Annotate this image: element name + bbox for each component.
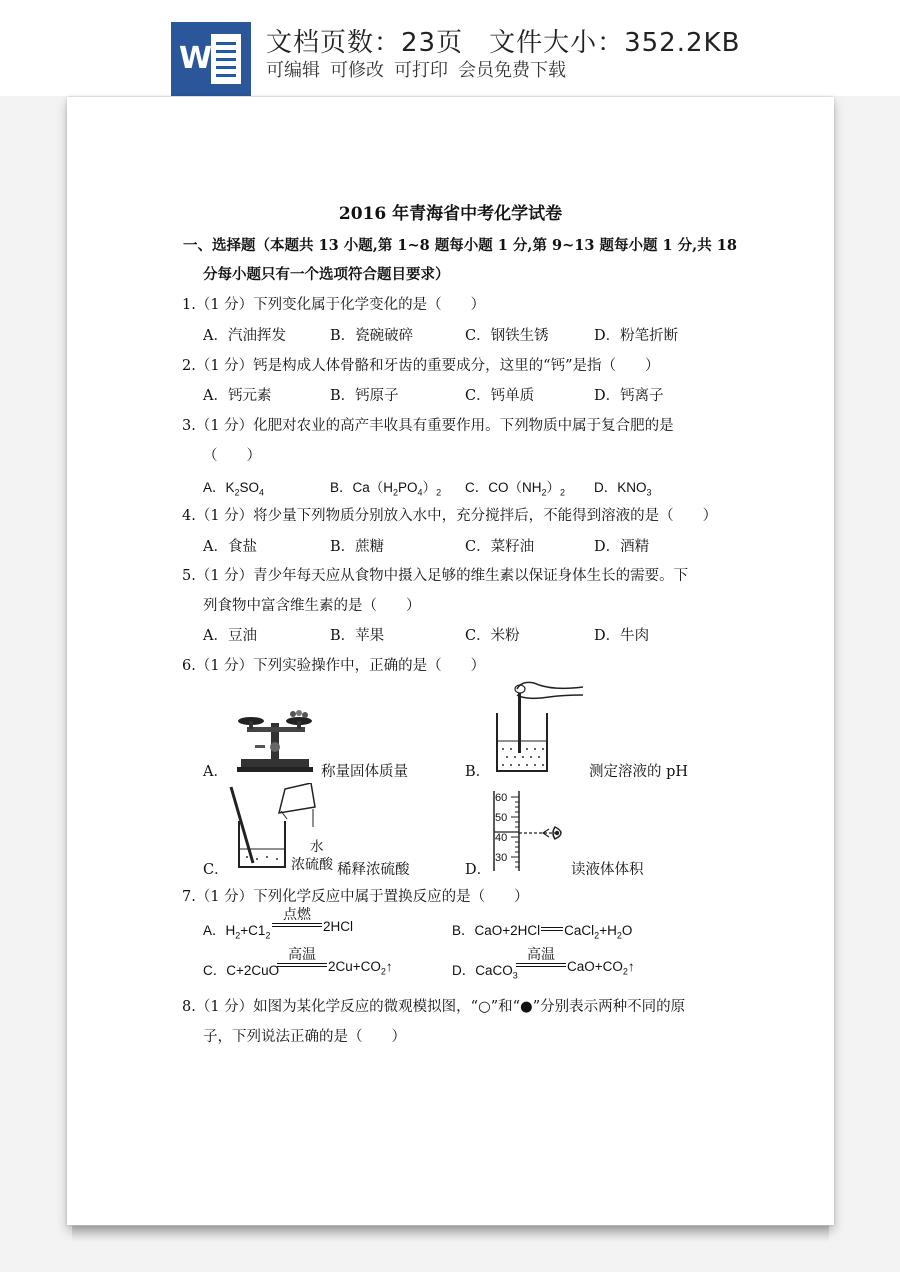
balance-scale-image <box>235 709 317 773</box>
logo-letter: W <box>179 41 213 76</box>
ph-test-image <box>487 679 587 777</box>
q3-option-c: C．$CO(NH_2)_2$ <box>465 480 566 498</box>
q5-option-d: D．牛肉 <box>594 628 650 644</box>
q6-option-b-caption: 测定溶液的 pH <box>589 764 689 780</box>
q6-option-d-caption: 读液体体积 <box>571 862 644 878</box>
page-shadow <box>72 1226 829 1242</box>
file-info <box>266 22 740 59</box>
q6-option-a-caption: 称量固体质量 <box>321 764 408 780</box>
download-banner <box>0 0 900 96</box>
feature-modifiable: 可修改 <box>330 60 384 81</box>
q1-option-d: D．粉笔折断 <box>594 328 679 344</box>
q7-option-d-product: $CaO+CO_2↑$ <box>567 959 635 977</box>
question-1-stem: 1.（1 分）下列变化属于化学变化的是（ ） <box>182 297 486 313</box>
q6-option-c-letter: C． <box>203 862 229 878</box>
q7-d-condition: 高温 <box>516 947 566 967</box>
q5-option-c: C．米粉 <box>465 628 520 644</box>
q7-option-c-product: $2Cu+CO_2↑$ <box>328 959 393 977</box>
q6-option-d-letter: D． <box>465 862 492 878</box>
q2-option-c: C．钙单质 <box>465 388 535 404</box>
q7-option-c: C．C+2CuO <box>203 963 280 978</box>
q3-option-a: A．$K_2SO_4$ <box>203 480 265 498</box>
question-4-stem: 4.（1 分）将少量下列物质分别放入水中，充分搅拌后，不能得到溶液的是（ ） <box>182 508 718 524</box>
q7-a-condition: 点燃 <box>272 907 322 927</box>
q3-option-d: D．$KNO_3$ <box>594 480 652 498</box>
q7-option-a-product: 2HCl <box>323 919 354 934</box>
word-logo-icon <box>171 22 251 96</box>
document-page <box>67 97 834 1225</box>
question-8-stem: 8.（1 分）如图为某化学反应的微观模拟图，“○”和“●”分别表示两种不同的原 <box>182 999 686 1015</box>
q5-option-a: A．豆油 <box>203 628 257 644</box>
q1-option-a: A．汽油挥发 <box>203 328 286 344</box>
tick-label-60: 60 <box>495 792 508 804</box>
q4-option-a: A．食盐 <box>203 539 257 555</box>
section-heading: 一、选择题（本题共 13 小题,第 1~8 题每小题 1 分,第 9~13 题每小题 1 分,共 18 <box>183 237 737 254</box>
feature-printable: 可打印 <box>394 60 448 81</box>
q6-option-b-letter: B． <box>465 764 491 780</box>
q6-label-water: 水 <box>310 839 324 855</box>
tick-label-50: 50 <box>495 812 508 824</box>
q6-option-a-letter: A． <box>203 764 228 780</box>
q7-option-b: B．CaO+2HCl $CaCl_2+H_2O$ <box>452 923 633 941</box>
q1-option-c: C．钢铁生锈 <box>465 328 549 344</box>
q7-option-a: A．$H_2+C1_2$ <box>203 923 271 941</box>
question-5-stem-cont: 列食物中富含维生素的是（ ） <box>203 598 421 614</box>
q7-option-d: D．CaCO$_3$ <box>452 963 518 981</box>
q7-c-condition: 高温 <box>277 947 327 967</box>
tick-label-30: 30 <box>495 852 508 864</box>
question-2-stem: 2.（1 分）钙是构成人体骨骼和牙齿的重要成分，这里的“钙”是指（ ） <box>182 358 660 374</box>
q4-option-c: C．菜籽油 <box>465 539 535 555</box>
exam-title: 2016 年青海省中考化学试卷 <box>338 204 563 224</box>
question-7-stem: 7.（1 分）下列化学反应中属于置换反应的是（ ） <box>182 889 529 905</box>
q2-option-d: D．钙离子 <box>594 388 664 404</box>
question-8-stem-cont: 子，下列说法正确的是（ ） <box>203 1029 406 1045</box>
q1-option-b: B．瓷碗破碎 <box>330 328 414 344</box>
page-count: 文档页数：23页 <box>266 28 464 58</box>
q4-option-d: D．酒精 <box>594 539 650 555</box>
tick-label-40: 40 <box>495 832 508 844</box>
q6-label-acid: 浓硫酸 <box>291 857 333 873</box>
q6-option-c-caption: 稀释浓硫酸 <box>337 862 410 878</box>
question-3-stem: 3.（1 分）化肥对农业的高产丰收具有重要作用。下列物质中属于复合肥的是 <box>182 418 674 434</box>
q2-option-b: B．钙原子 <box>330 388 399 404</box>
q3-option-b: B．$Ca(H_2PO_4)_2$ <box>330 480 442 498</box>
feature-member-download: 会员免费下载 <box>458 60 566 81</box>
question-5-stem: 5.（1 分）青少年每天应从食物中摄入足够的维生素以保证身体生长的需要。下 <box>182 568 689 584</box>
q4-option-b: B．蔗糖 <box>330 539 385 555</box>
document-page-icon <box>211 34 241 84</box>
q2-option-a: A．钙元素 <box>203 388 272 404</box>
feature-list <box>266 56 576 82</box>
feature-editable: 可编辑 <box>266 60 320 81</box>
file-size: 文件大小：352.2KB <box>489 28 741 58</box>
question-6-stem: 6.（1 分）下列实验操作中，正确的是（ ） <box>182 658 486 674</box>
question-3-stem-cont: （ ） <box>203 448 261 464</box>
section-heading-cont: 分每小题只有一个选项符合题目要求） <box>203 266 450 283</box>
q5-option-b: B．苹果 <box>330 628 385 644</box>
